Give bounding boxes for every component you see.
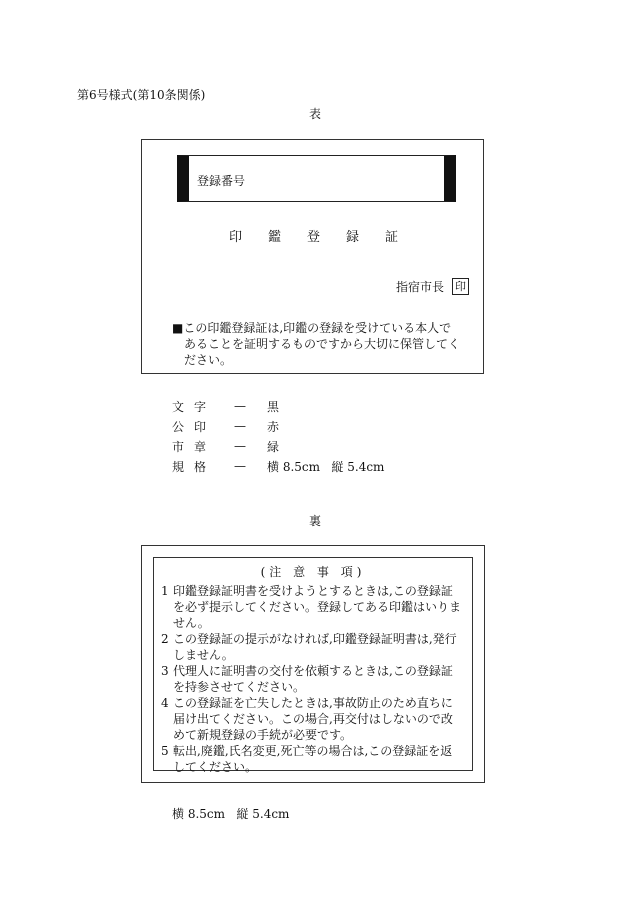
spec-row	[172, 416, 384, 436]
spec-value: 横 8.5cm 縦 5.4cm	[267, 459, 385, 474]
issuer-block	[396, 278, 469, 295]
note-number: 3	[161, 664, 169, 678]
spec-name: 公印	[172, 419, 217, 434]
spec-name: 市章	[172, 439, 217, 454]
note-item	[161, 743, 464, 775]
note-item	[161, 695, 464, 743]
notes-title: (注 意 事 項)	[260, 565, 366, 579]
note-text: この登録証の提示がなければ,印鑑登録証明書は,発行しません。	[173, 632, 457, 662]
note-text: 印鑑登録証明書を受けようとするときは,この登録証を必ず提示してください。登録してある印鑑はいりません。	[173, 584, 462, 630]
spec-name: 文字	[172, 399, 217, 414]
front-note-rest: あることを証明するものですから大切に保管してください。	[184, 337, 461, 367]
spec-dash: —	[234, 399, 246, 413]
note-number: 5	[161, 744, 169, 758]
back-size-spec: 横 8.5cm 縦 5.4cm	[172, 807, 290, 821]
registration-number-field	[177, 155, 456, 202]
notes-box	[153, 557, 473, 774]
note-item	[161, 663, 464, 695]
spec-dash: —	[234, 459, 246, 473]
spec-list	[172, 396, 384, 476]
spec-row	[172, 436, 384, 456]
spec-name: 規格	[172, 459, 217, 474]
front-card	[141, 139, 484, 374]
note-item	[161, 583, 464, 631]
note-number: 2	[161, 632, 169, 646]
note-item	[161, 631, 464, 663]
front-note	[172, 320, 462, 368]
front-note-line1: この印鑑登録証は,印鑑の登録を受けている本人で	[183, 321, 452, 335]
spec-dash: —	[234, 419, 246, 433]
spec-row	[172, 456, 384, 476]
issuer-name: 指宿市長	[395, 280, 444, 294]
front-side-label: 表	[308, 107, 321, 121]
spec-value: 緑	[267, 439, 280, 454]
spec-value: 赤	[267, 419, 280, 434]
note-text: この登録証を亡失したときは,事故防止のため直ちに届け出てください。この場合,再交付はしないので改めて新規登録の手続が必要です。	[173, 696, 453, 742]
note-text: 転出,廃鑑,氏名変更,死亡等の場合は,この登録証を返してください。	[173, 744, 453, 774]
bullet-square-icon: ■	[172, 321, 184, 335]
back-side-label: 裏	[308, 514, 321, 528]
note-text: 代理人に証明書の交付を依頼するときは,この登録証を持参させてください。	[173, 664, 453, 694]
registration-number-label: 登録番号	[197, 174, 246, 188]
notes-list	[154, 583, 472, 775]
card-title: 印鑑登録証	[228, 230, 424, 245]
spec-value: 黒	[267, 399, 280, 414]
note-number: 4	[161, 696, 169, 710]
back-card	[141, 545, 485, 783]
spec-dash: —	[234, 439, 246, 453]
spec-row	[172, 396, 384, 416]
form-number: 第6号様式(第10条関係)	[77, 88, 206, 102]
seal-mark: 印	[452, 278, 469, 295]
note-number: 1	[161, 584, 169, 598]
